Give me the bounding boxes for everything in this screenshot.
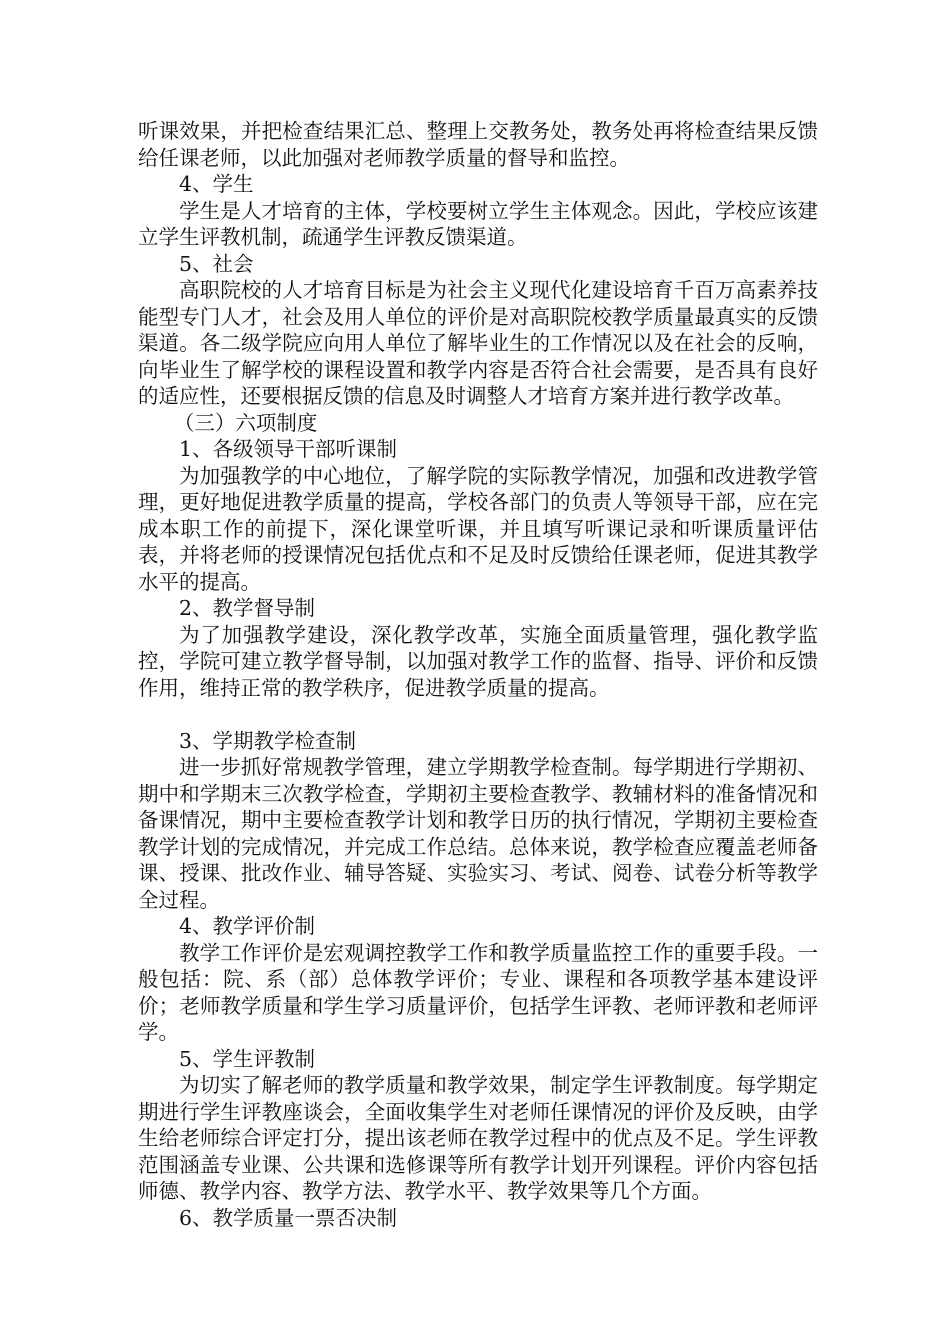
- document-page: [138, 118, 818, 1231]
- heading-leader-lecture: 1、各级领导干部听课制: [179, 437, 398, 461]
- blank-line: [138, 701, 818, 728]
- paragraph-semester-check: 进一步抓好常规教学管理，建立学期教学检查制。每学期进行学期初、期中和学期末三次教学检查，学期初主要检查教学、教辅材料的准备情况和备课情况，期中主要检查教学计划和教学日历的执行情况，学期初主要检查教学计划的完成情况，并完成工作总结。总体来说，教学检查应覆盖老师备课、授课、批改作业、辅导答疑、实验实习、考试、阅卷、试卷分析等教学全过程。: [138, 755, 818, 912]
- paragraph-society: 高职院校的人才培育目标是为社会主义现代化建设培育千百万高素养技能型专门人才，社会及用人单位的评价是对高职院校教学质量最真实的反馈渠道。各二级学院应向用人单位了解毕业生的工作情况以及在社会的反响，向毕业生了解学校的课程设置和教学内容是否符合社会需要，是否具有良好的适应性，还要根据反馈的信息及时调整人才培育方案并进行教学改革。: [138, 278, 818, 408]
- heading-evaluation: 4、教学评价制: [179, 914, 316, 938]
- paragraph-leader-lecture: 为加强教学的中心地位，了解学院的实际教学情况，加强和改进教学管理，更好地促进教学质量的提高，学校各部门的负责人等领导干部，应在完成本职工作的前提下，深化课堂听课，并且填写听课记录和听课质量评估表，并将老师的授课情况包括优点和不足及时反馈给任课老师，促进其教学水平的提高。: [138, 463, 818, 594]
- heading-students: 4、学生: [179, 172, 254, 196]
- paragraph-evaluation: 教学工作评价是宏观调控教学工作和教学质量监控工作的重要手段。一般包括：院、系（部）总体教学评价；专业、课程和各项教学基本建设评价；老师教学质量和学生学习质量评价，包括学生评教、老师评教和老师评学。: [138, 940, 818, 1044]
- heading-semester-check: 3、学期教学检查制: [179, 728, 357, 753]
- paragraph-continued: 听课效果，并把检查结果汇总、整理上交教务处，教务处再将检查结果反馈给任课老师，以此加强对老师教学质量的督导和监控。: [138, 119, 818, 170]
- heading-student-evaluation: 5、学生评教制: [179, 1046, 316, 1071]
- heading-supervision: 2、教学督导制: [179, 596, 316, 620]
- paragraph-student-evaluation: 为切实了解老师的教学质量和教学效果，制定学生评教制度。每学期定期进行学生评教座谈会，全面收集学生对老师任课情况的评价及反映，由学生给老师综合评定打分，提出该老师在教学过程中的优点及不足。学生评教范围涵盖专业课、公共课和选修课等所有教学计划开列课程。评价内容包括师德、教学内容、教学方法、教学水平、教学效果等几个方面。: [138, 1073, 818, 1203]
- paragraph-students: 学生是人才培育的主体，学校要树立学生主体观念。因此，学校应该建立学生评教机制，疏通学生评教反馈渠道。: [138, 198, 818, 249]
- heading-society: 5、社会: [179, 251, 254, 276]
- section-heading-six-systems: （三）六项制度: [173, 410, 318, 435]
- paragraph-supervision: 为了加强教学建设，深化教学改革，实施全面质量管理，强化教学监控，学院可建立教学督导制，以加强对教学工作的监督、指导、评价和反馈作用，维持正常的教学秩序，促进教学质量的提高。: [138, 622, 818, 700]
- heading-veto: 6、教学质量一票否决制: [179, 1205, 398, 1230]
